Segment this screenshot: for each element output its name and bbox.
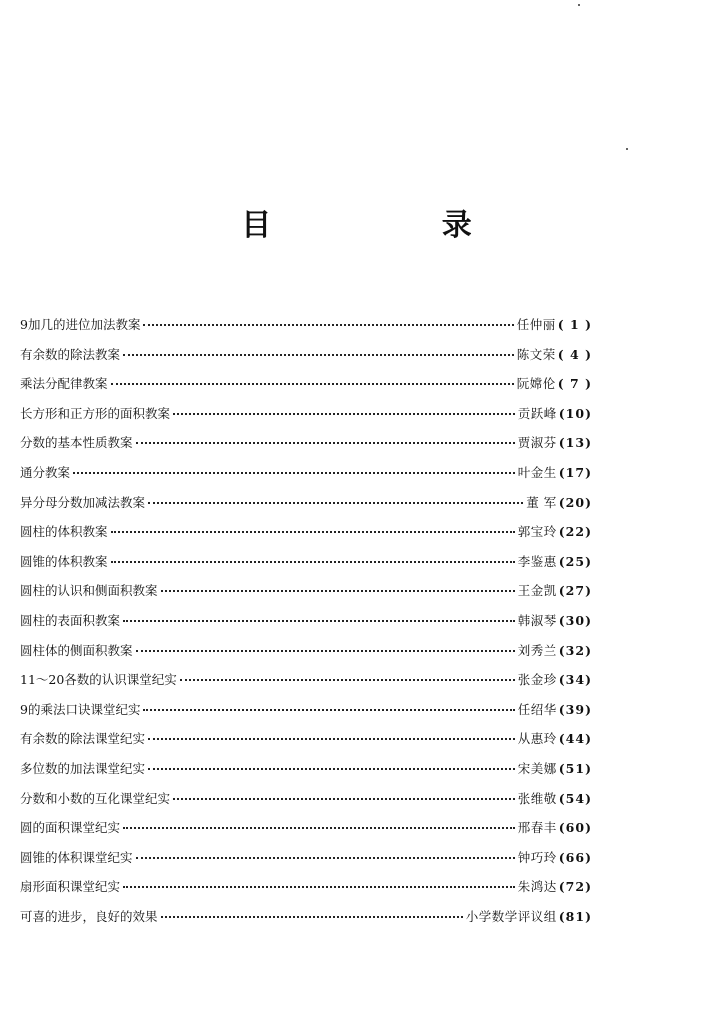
dot-leader xyxy=(136,650,515,652)
toc-entry-page: (34) xyxy=(558,672,592,688)
toc-entry xyxy=(20,493,592,523)
toc-entry-title: 长方形和正方形的面积教案 xyxy=(20,405,171,421)
dot-leader xyxy=(123,354,514,356)
dot-leader xyxy=(173,798,515,800)
toc-entry-author: 李鉴惠 xyxy=(517,553,557,569)
toc-entry xyxy=(20,581,592,611)
toc-entry xyxy=(20,789,592,819)
toc-entry-title: 圆柱体的侧面积教案 xyxy=(20,642,133,658)
toc-entry xyxy=(20,729,592,759)
toc-entry-page: (27) xyxy=(558,583,592,599)
toc-entry-title: 圆柱的体积教案 xyxy=(20,524,108,540)
toc-entry-page: (54) xyxy=(558,790,592,806)
toc-entry-author: 贡跃峰 xyxy=(517,405,557,421)
toc-entry-author: 韩淑琴 xyxy=(517,612,557,628)
toc-entry-page: (10) xyxy=(558,405,592,421)
toc-entry xyxy=(20,433,592,463)
dot-leader xyxy=(111,561,515,563)
toc-entry-page: (22) xyxy=(558,524,592,540)
scan-speck xyxy=(578,4,580,6)
toc-entry xyxy=(20,611,592,641)
toc-entry-page: (44) xyxy=(558,731,592,747)
toc-entry-page: ( 7 ) xyxy=(557,376,592,392)
toc-entry-page: ( 4 ) xyxy=(557,346,592,362)
toc-entry-author: 朱鸿达 xyxy=(517,879,557,895)
toc-entry xyxy=(20,848,592,878)
toc-entry-page: (32) xyxy=(558,642,592,658)
toc-entry-page: (39) xyxy=(558,701,592,717)
toc-entry-page: (66) xyxy=(558,849,592,865)
dot-leader xyxy=(148,738,515,740)
toc-entry-author: 宋美娜 xyxy=(517,760,557,776)
toc-entry-title: 有余数的除法课堂纪实 xyxy=(20,731,146,747)
toc-entry xyxy=(20,404,592,434)
toc-entry xyxy=(20,759,592,789)
toc-entry-author: 钟巧玲 xyxy=(517,849,557,865)
toc-entry xyxy=(20,345,592,375)
dot-leader xyxy=(73,472,515,474)
dot-leader xyxy=(123,620,515,622)
toc-entry-title: 乘法分配律教案 xyxy=(20,376,108,392)
dot-leader xyxy=(148,768,515,770)
toc-entry xyxy=(20,818,592,848)
dot-leader xyxy=(111,383,514,385)
toc-entry-page: (51) xyxy=(558,760,592,776)
dot-leader xyxy=(123,827,515,829)
toc-entry-title: 圆柱的认识和侧面积教案 xyxy=(20,583,158,599)
toc-entry xyxy=(20,700,592,730)
toc-entry-page: (13) xyxy=(558,435,592,451)
toc-entry-author: 任绍华 xyxy=(517,701,557,717)
toc-entry-page: (30) xyxy=(558,612,592,628)
dot-leader xyxy=(136,857,515,859)
toc-entry xyxy=(20,463,592,493)
page-title: 目 录 xyxy=(241,208,552,243)
toc-entry-author: 张金珍 xyxy=(517,672,557,688)
toc-entry-title: 9的乘法口诀课堂纪实 xyxy=(20,701,141,717)
toc-entry xyxy=(20,374,592,404)
toc-entry-title: 圆锥的体积教案 xyxy=(20,553,108,569)
toc-entry-author: 从惠玲 xyxy=(517,731,557,747)
toc-entry-author: 张维敬 xyxy=(517,790,557,806)
toc-entry-author: 邢春丰 xyxy=(517,820,557,836)
dot-leader xyxy=(143,324,513,326)
toc-entry xyxy=(20,315,592,345)
toc-entry xyxy=(20,670,592,700)
toc-entry-page: (60) xyxy=(558,820,592,836)
toc-entry-author: 董 军 xyxy=(526,494,557,510)
toc-entry-title: 圆的面积课堂纪实 xyxy=(20,820,121,836)
toc-entry-title: 分数和小数的互化课堂纪实 xyxy=(20,790,171,806)
toc-entry xyxy=(20,552,592,582)
toc-entry-page: ( 1 ) xyxy=(557,317,592,332)
toc-entry-title: 异分母分数加减法教案 xyxy=(20,494,146,510)
toc-entry-page: (72) xyxy=(558,879,592,895)
toc-entry xyxy=(20,907,592,937)
dot-leader xyxy=(161,590,515,592)
toc-entry-title: 分数的基本性质教案 xyxy=(20,435,133,451)
scan-speck xyxy=(626,148,628,150)
dot-leader xyxy=(180,679,515,681)
toc-entry-title: 多位数的加法课堂纪实 xyxy=(20,760,146,776)
dot-leader xyxy=(136,442,515,444)
toc-entry-page: (25) xyxy=(558,553,592,569)
toc-entry-title: 11～20各数的认识课堂纪实 xyxy=(20,672,177,688)
toc-entry-title: 扇形面积课堂纪实 xyxy=(20,879,121,895)
toc-entry-title: 有余数的除法教案 xyxy=(20,346,121,362)
dot-leader xyxy=(143,709,514,711)
toc-entry-author: 贾淑芬 xyxy=(517,435,557,451)
toc-entry-page: (17) xyxy=(558,464,592,480)
toc-entry-title: 圆锥的体积课堂纪实 xyxy=(20,849,133,865)
dot-leader xyxy=(123,886,515,888)
toc-entry-page: (20) xyxy=(558,494,592,510)
toc-entry-author: 郭宝玲 xyxy=(517,524,557,540)
toc-entry-title: 圆柱的表面积教案 xyxy=(20,612,121,628)
toc-entry-title: 通分教案 xyxy=(20,464,71,480)
table-of-contents xyxy=(20,315,592,936)
toc-entry xyxy=(20,522,592,552)
dot-leader xyxy=(161,916,463,918)
dot-leader xyxy=(173,413,515,415)
toc-entry-author: 小学数学评议组 xyxy=(465,908,557,924)
toc-entry-title: 可喜的进步，良好的效果 xyxy=(20,908,158,924)
toc-entry xyxy=(20,641,592,671)
toc-entry-author: 刘秀兰 xyxy=(517,642,557,658)
toc-entry-author: 阮嫦伦 xyxy=(516,376,556,392)
toc-entry-author: 王金凯 xyxy=(517,583,557,599)
toc-entry-author: 叶金生 xyxy=(517,464,557,480)
toc-entry-page: (81) xyxy=(558,908,592,924)
dot-leader xyxy=(148,502,523,504)
toc-entry-title: 9加几的进位加法教案 xyxy=(20,317,141,332)
dot-leader xyxy=(111,531,515,533)
toc-entry xyxy=(20,877,592,907)
toc-entry-author: 陈文荣 xyxy=(516,346,556,362)
toc-entry-author: 任仲丽 xyxy=(516,317,556,332)
